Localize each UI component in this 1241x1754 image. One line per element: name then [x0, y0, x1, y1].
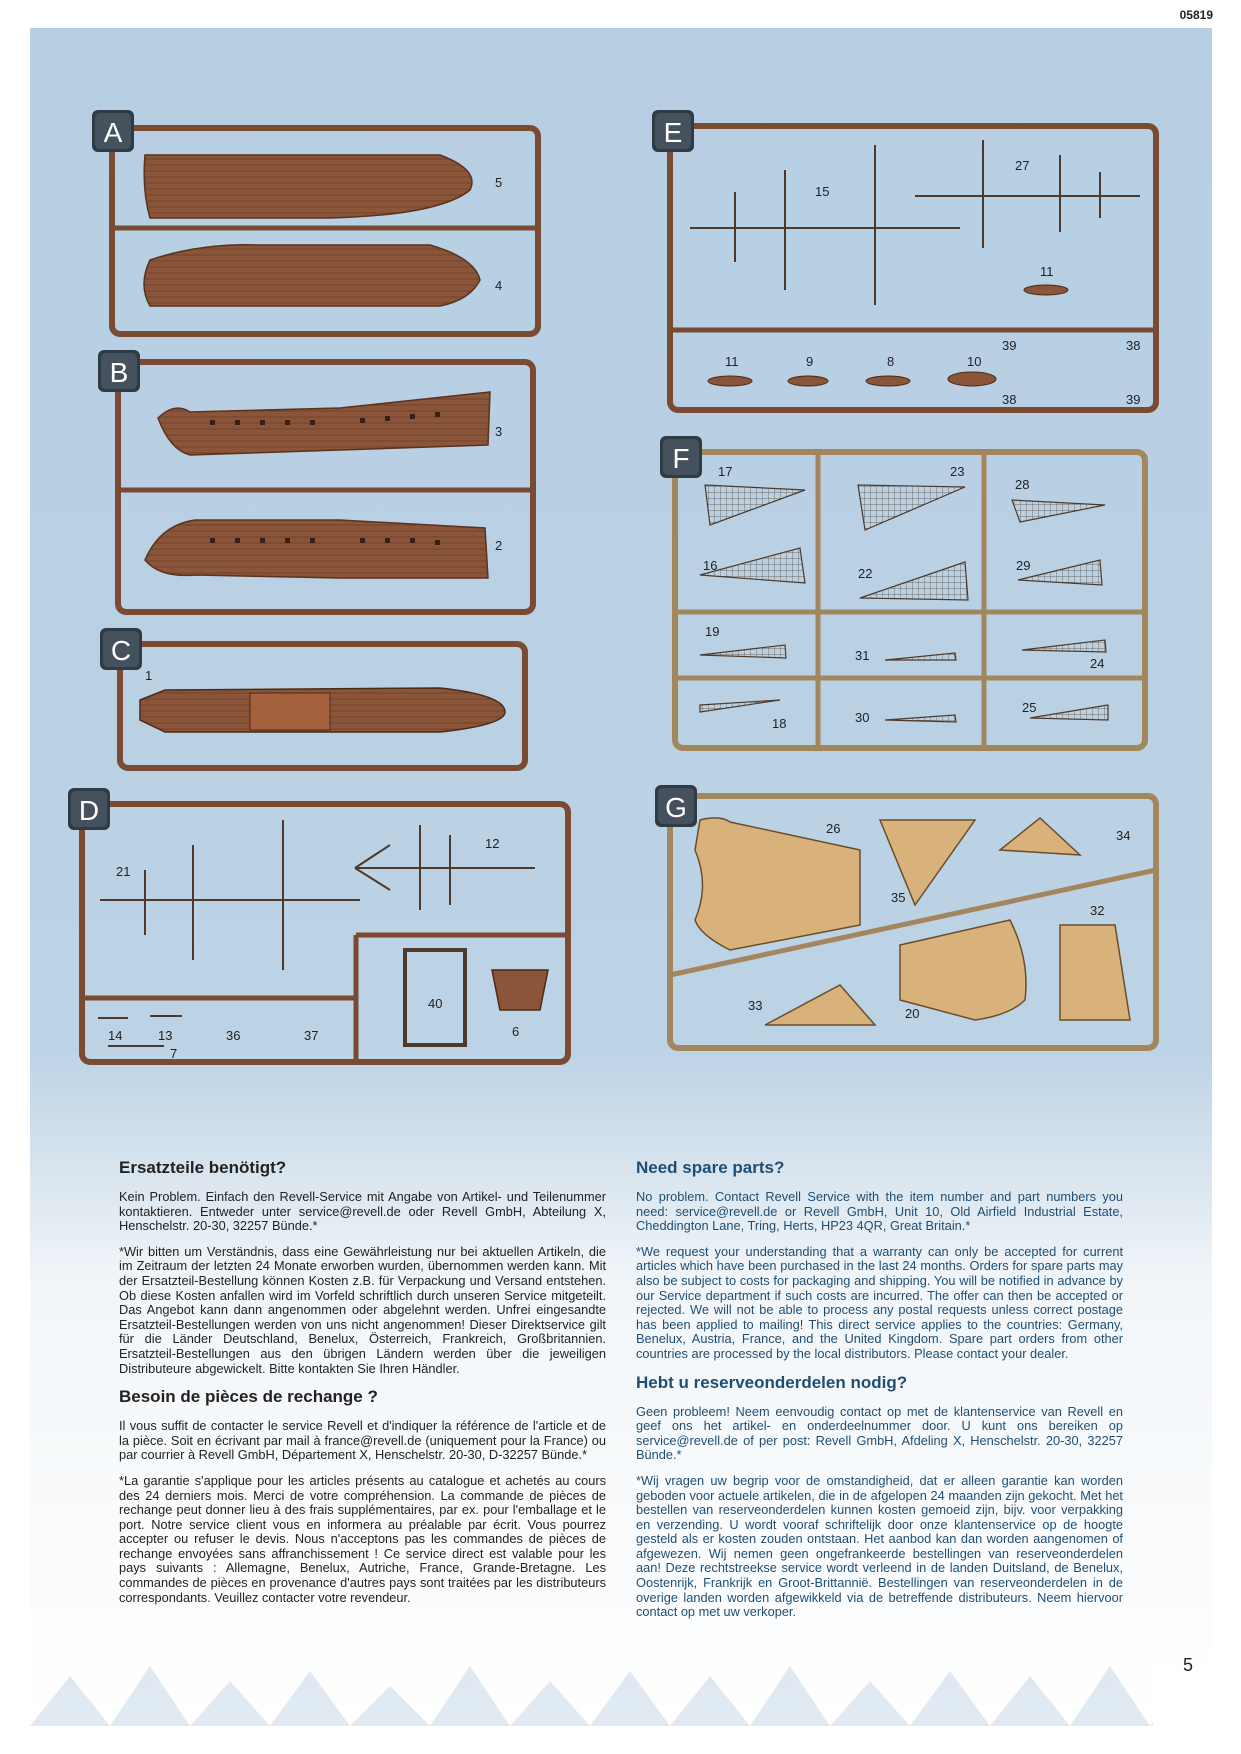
svg-text:37: 37 — [304, 1028, 319, 1043]
bulwark-part-2 — [145, 520, 488, 578]
hull-half-part-5 — [144, 155, 472, 218]
svg-text:30: 30 — [855, 710, 870, 725]
svg-text:1: 1 — [145, 668, 153, 683]
paragraph-nl-1: Geen probleem! Neem eenvoudig contact op met de klantenservice van Revell en geef ons het artikel- en onderdeelnummer door. U kunt ons bereiken op service@revell.de of per post: Revell GmbH, Afdeling X, Henschelstr. 20-30, 32257 Bünde.* — [636, 1403, 1123, 1463]
svg-text:11: 11 — [725, 354, 739, 369]
svg-text:G: G — [665, 792, 687, 823]
svg-text:9: 9 — [806, 354, 814, 369]
badge-c — [100, 628, 142, 670]
svg-text:4: 4 — [495, 278, 503, 293]
svg-text:13: 13 — [158, 1028, 173, 1043]
bulwark-part-3 — [158, 392, 490, 455]
svg-text:6: 6 — [512, 1024, 520, 1039]
sprue-b — [98, 350, 533, 612]
svg-text:C: C — [110, 635, 132, 666]
svg-text:2: 2 — [495, 538, 503, 553]
svg-text:B: B — [109, 357, 129, 388]
svg-text:35: 35 — [891, 890, 906, 905]
paragraph-fr-2: *La garantie s'applique pour les articles présents au catalogue et achetés au cours des 24 derniers mois. Merci de votre compréhension. La commande de pièces de rechange peut donner lieu à des frais supplémentaires, par ex. pour l'emballage et le port. Notre service client vous en informera au préalable par écrit. Vous pourrez accepter ou refuser le devis. Nous n'acceptons pas les commandes de pièces de rechange envoyées sans affranchissement ! Ce service direct est valable pour les pays suivants : Allemagne, Benelux, Autriche, France, Grande-Bretagne. Les commandes de pièces en provenance d'autres pays sont traitées par les distributeurs correspondants. Veuillez contacter votre revendeur. — [119, 1472, 606, 1605]
svg-text:7: 7 — [170, 1046, 178, 1061]
svg-text:11: 11 — [1040, 264, 1054, 279]
heading-de: Ersatzteile benötigt? — [119, 1158, 287, 1177]
heading-en: Need spare parts? — [636, 1158, 785, 1177]
hull-half-part-4 — [144, 245, 480, 306]
svg-text:39: 39 — [1126, 392, 1141, 407]
svg-text:8: 8 — [887, 354, 895, 369]
paragraph-en-2: *We request your understanding that a warranty can only be accepted for current articles which have been purchased in the last 24 months. Orders for spare parts may also be subject to costs for packaging and shipping. You will be notified in advance by our Service department if such costs are incurred. The offer can then be accepted or rejected. We will not be able to process any postal requests unless correct postage has been applied to mailing! This direct service applies to the countries: Germany, Benelux, Austria, France, and the United Kingdom. Spare part orders from other countries are processed by the local distributors. Please contact your dealer. — [636, 1243, 1123, 1361]
svg-text:40: 40 — [428, 996, 443, 1011]
svg-text:33: 33 — [748, 998, 763, 1013]
sprue-e — [652, 110, 1156, 410]
sail-part-33 — [765, 985, 875, 1025]
sail-part-26 — [695, 818, 860, 950]
svg-text:28: 28 — [1015, 477, 1030, 492]
svg-text:14: 14 — [108, 1028, 123, 1043]
svg-text:39: 39 — [1002, 338, 1017, 353]
svg-text:20: 20 — [905, 1006, 920, 1021]
svg-text:18: 18 — [772, 716, 787, 731]
page-corner — [1153, 1668, 1211, 1726]
svg-text:D: D — [78, 795, 100, 826]
svg-text:24: 24 — [1090, 656, 1105, 671]
svg-text:38: 38 — [1002, 392, 1017, 407]
heading-fr: Besoin de pièces de rechange ? — [119, 1387, 378, 1407]
badge-g — [655, 785, 697, 827]
sprue-f — [660, 436, 1145, 748]
paragraph-en-1: No problem. Contact Revell Service with the item number and part numbers you need: service@revell.de or Revell GmbH, Unit 10, Old Airfield Industrial Estate, Cheddington Lane, Tring, Herts, HP23 4QR, Great Britain.* — [636, 1189, 1123, 1234]
svg-text:3: 3 — [495, 424, 503, 439]
svg-text:26: 26 — [826, 821, 841, 836]
svg-text:15: 15 — [815, 184, 830, 199]
svg-text:25: 25 — [1022, 700, 1037, 715]
sail-part-32 — [1060, 925, 1130, 1020]
document-code: 05819 — [1179, 8, 1213, 22]
svg-text:22: 22 — [858, 566, 873, 581]
svg-text:34: 34 — [1116, 828, 1131, 843]
svg-text:23: 23 — [950, 464, 965, 479]
svg-text:21: 21 — [116, 864, 131, 879]
badge-d — [68, 788, 110, 830]
svg-text:16: 16 — [703, 558, 718, 573]
svg-text:F: F — [672, 443, 690, 474]
bucket-part-6 — [492, 970, 548, 1010]
badge-a — [92, 110, 134, 152]
svg-text:E: E — [663, 117, 683, 148]
sail-part-34 — [1000, 818, 1080, 855]
svg-text:19: 19 — [705, 624, 720, 639]
svg-text:32: 32 — [1090, 903, 1105, 918]
svg-text:10: 10 — [967, 354, 982, 369]
svg-text:31: 31 — [855, 648, 870, 663]
paragraph-fr-1: Il vous suffit de contacter le service Revell et d'indiquer la référence de l'article et de la pièce. Soit en écrivant par mail à france@revell.de (uniquement pour la France) ou par courrier à Revell GmbH, Département X, Henschelstr. 20-30, D-32257 Bünde.* — [119, 1418, 606, 1463]
badge-f — [660, 436, 702, 478]
svg-text:A: A — [103, 117, 123, 148]
svg-text:12: 12 — [485, 836, 500, 851]
page-number: 5 — [1182, 1655, 1193, 1675]
sprue-g — [655, 785, 1156, 1048]
sprue-c — [100, 628, 525, 768]
svg-text:5: 5 — [495, 175, 503, 190]
sail-part-20 — [900, 920, 1026, 1020]
sprue-a — [92, 110, 538, 334]
svg-text:38: 38 — [1126, 338, 1141, 353]
badge-b — [98, 350, 140, 392]
svg-text:27: 27 — [1015, 158, 1030, 173]
triangle-pattern — [30, 1636, 1212, 1726]
heading-nl: Hebt u reserveonderdelen nodig? — [636, 1372, 908, 1392]
paragraph-de-1: Kein Problem. Einfach den Revell-Service mit Angabe von Artikel- und Teilenummer kontaktieren. Entweder unter service@revell.de oder Revell GmbH, Abteilung X, Henschelstr. 20-30, 32257 Bünde.* — [119, 1189, 606, 1234]
svg-text:36: 36 — [226, 1028, 241, 1043]
spare-parts-text-en-nl — [636, 1158, 1123, 1631]
svg-text:29: 29 — [1016, 558, 1031, 573]
svg-text:17: 17 — [718, 464, 733, 479]
sprue-d — [68, 788, 568, 1062]
paragraph-nl-2: *Wij vragen uw begrip voor de omstandigheid, dat er alleen garantie kan worden geboden voor actuele artikelen, die in de afgelopen 24 maanden zijn gekocht. Met het bestellen van reserveonderdelen kunnen kosten gemoeid zijn, bijv. voor verpakking en verzending. U wordt vooraf schriftelijk door onze klantenservice op de hoogte gesteld als er kosten zouden ontstaan. Het aanbod kan dan worden aangenomen of afgewezen. Wij nemen geen ongefrankeerde bestellingen van reserveonderdelen aan! Deze rechtstreekse service wordt verleend in de landen Duitsland, de Benelux, Oostenrijk, Frankrijk en Groot-Brittannië. Bestellingen van reserveonderdelen in de overige landen worden afgewikkeld via de betreffende distributeurs. Neem hiervoor contact op met uw verkoper. — [636, 1472, 1123, 1620]
paragraph-de-2: *Wir bitten um Verständnis, dass eine Gewährleistung nur bei aktuellen Artikeln, die im Zeitraum der letzten 24 Monate erworben wurden, übernommen werden kann. Mit der Ersatzteil-Bestellung können Kosten z.B. für Verpackung und Versand entstehen. Ob diese Kosten anfallen wird im Vorfeld schriftlich durch unseren Service mitgeteilt. Das Angebot kann dann angenommen oder abgelehnt werden. Unfrei eingesandte Ersatzteil-Bestellungen werden von uns nicht angenommen! Dieser Direktservice gilt für die Länder Deutschland, Benelux, Österreich, Frankreich, Großbritannien. Ersatzteil-Bestellungen aus den übrigen Ländern werden über die jeweiligen Distributeure abgewickelt. Bitte kontakten Sie Ihren Händler. — [119, 1243, 606, 1376]
spare-parts-text-de-fr — [119, 1158, 606, 1616]
badge-e — [652, 110, 694, 152]
